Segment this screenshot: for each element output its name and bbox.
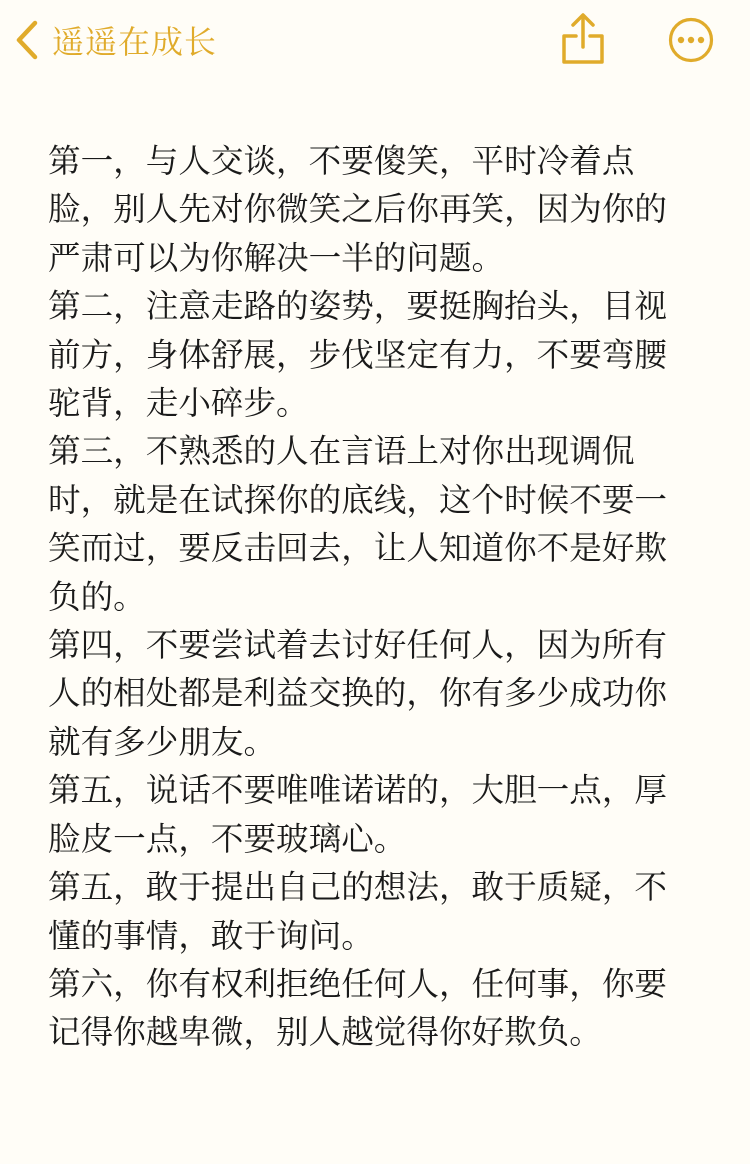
share-button[interactable]	[560, 12, 606, 70]
note-paragraph: 第三，不熟悉的人在言语上对你出现调侃时，就是在试探你的底线，这个时候不要一笑而过，要反击回去，让人知道你不是好欺负的。	[48, 432, 667, 616]
note-paragraph: 第六，你有权利拒绝任何人，任何事，你要记得你越卑微，别人越觉得你好欺负。	[48, 964, 667, 1052]
note-paragraph: 第五，说话不要唯唯诺诺的，大胆一点，厚脸皮一点，不要玻璃心。	[48, 771, 667, 858]
note-paragraph: 第一，与人交谈，不要傻笑，平时冷着点脸，别人先对你微笑之后你再笑，因为你的严肃可以为你解决一半的问题。	[48, 142, 667, 277]
share-icon	[560, 51, 606, 70]
more-button[interactable]	[668, 17, 714, 67]
note-paragraph: 第二，注意走路的姿势，要挺胸抬头，目视前方，身体舒展，步伐坚定有力，不要弯腰驼背，走小碎步。	[48, 287, 667, 423]
navigation-bar	[0, 0, 750, 82]
back-label: 遥遥在成长	[52, 23, 218, 61]
note-paragraph: 第五，敢于提出自己的想法，敢于质疑，不懂的事情，敢于询问。	[48, 868, 667, 955]
note-body[interactable]	[48, 137, 688, 1057]
chevron-left-icon	[14, 19, 40, 61]
back-button[interactable]	[14, 18, 217, 62]
more-ellipsis-icon	[668, 48, 714, 67]
note-paragraph: 第四，不要尝试着去讨好任何人，因为所有人的相处都是利益交换的，你有多少成功你就有多少朋友。	[48, 626, 667, 761]
